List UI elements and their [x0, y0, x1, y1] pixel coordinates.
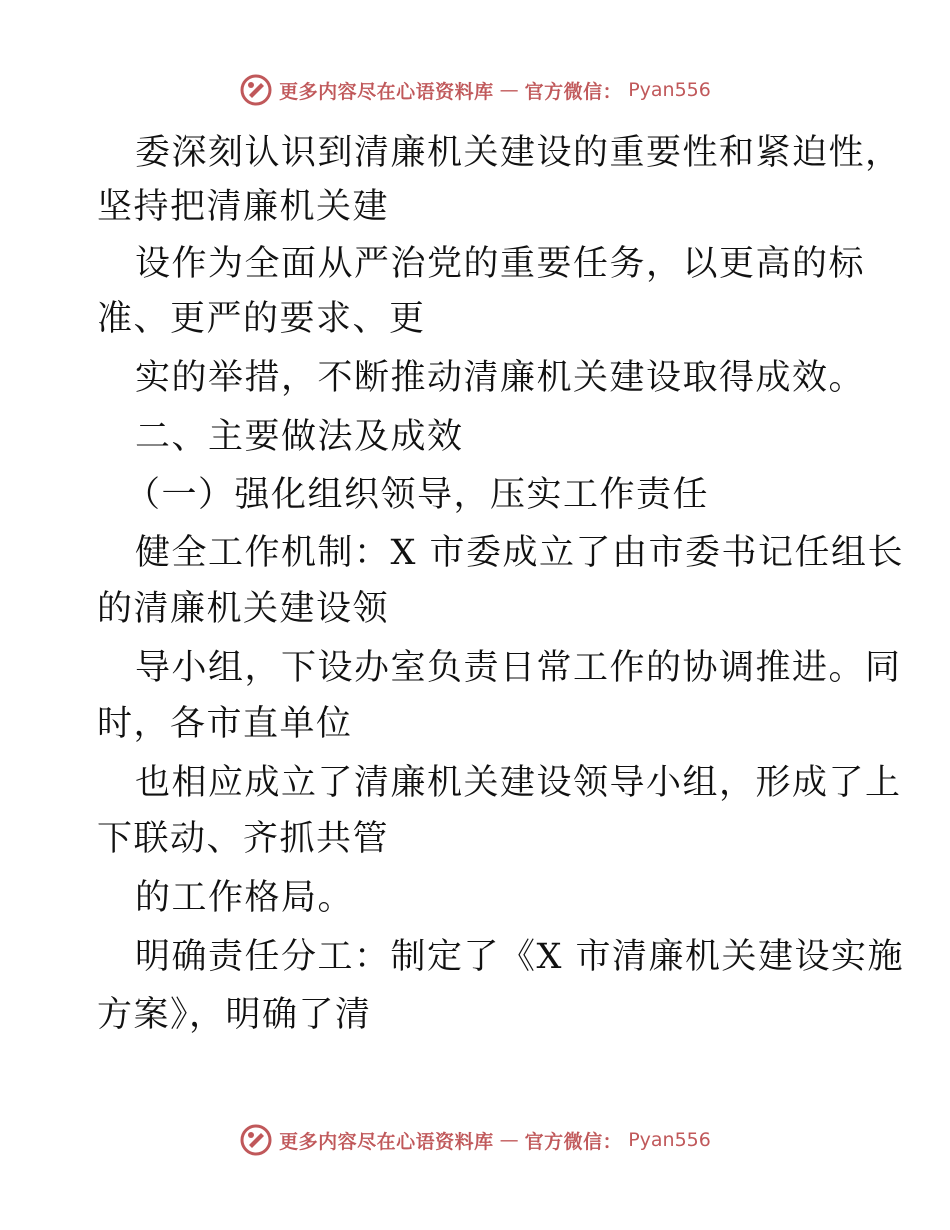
text-line: 方案》，明确了清 [97, 995, 372, 1035]
text-line: 也相应成立了清廉机关建设领导小组，形成了上 [135, 763, 902, 803]
text-line: 实的举措，不断推动清廉机关建设取得成效。 [135, 358, 866, 398]
watermark-text: 更多内容尽在心语资料库 [279, 1130, 494, 1153]
text-line: 准、更严的要求、更 [97, 299, 426, 339]
watermark-wechat-id: Pyan556 [628, 1129, 711, 1151]
section-heading: 二、主要做法及成效 [135, 417, 464, 457]
text-line: 下联动、齐抓共管 [97, 819, 390, 859]
watermark-wechat-id: Pyan556 [628, 79, 711, 101]
logo-icon [239, 73, 273, 107]
text-line: 设作为全面从严治党的重要任务，以更高的标 [135, 244, 866, 284]
subsection-heading: （一）强化组织领导，压实工作责任 [125, 475, 710, 515]
watermark-separator: — [499, 1129, 519, 1151]
watermark-text: 更多内容尽在心语资料库 [279, 80, 494, 103]
watermark-wechat-label: 官方微信： [524, 80, 623, 103]
text-line: 的工作格局。 [135, 878, 355, 918]
watermark-wechat-label: 官方微信： [524, 1130, 623, 1153]
text-line: 明确责任分工：制定了《X 市清廉机关建设实施 [135, 937, 905, 977]
text-line: 健全工作机制：X 市委成立了由市委书记任组长 [135, 533, 905, 573]
text-line: 导小组，下设办室负责日常工作的协调推进。同 [135, 648, 902, 688]
text-line: 的清廉机关建设领 [97, 589, 390, 629]
watermark-separator: — [499, 79, 519, 101]
header-watermark [0, 70, 950, 110]
text-line: 时，各市直单位 [97, 704, 353, 744]
text-line: 委深刻认识到清廉机关建设的重要性和紧迫性， [135, 133, 902, 173]
footer-watermark [0, 1120, 950, 1160]
logo-icon [239, 1123, 273, 1157]
text-line: 坚持把清廉机关建 [97, 187, 390, 227]
